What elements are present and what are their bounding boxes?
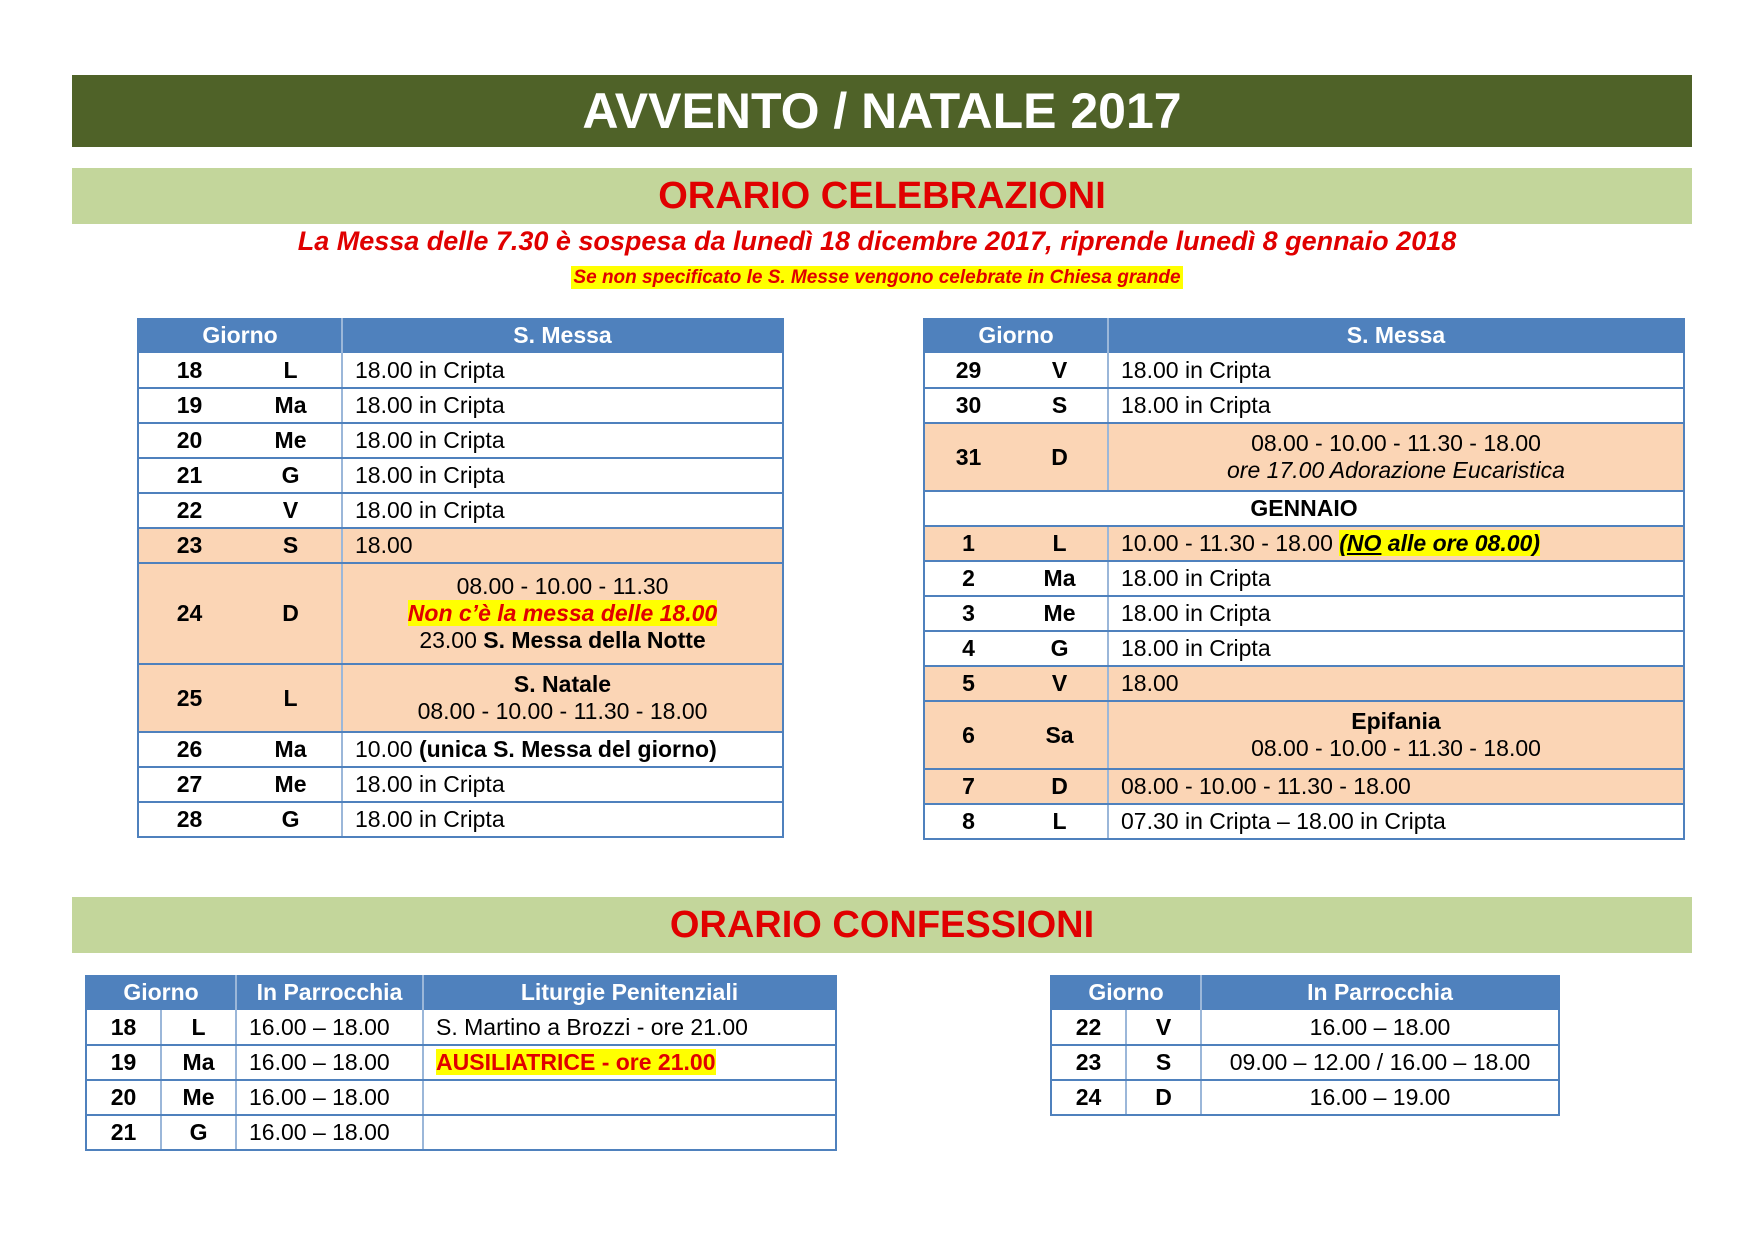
day-number: 21 bbox=[86, 1115, 161, 1150]
day-number: 18 bbox=[86, 1010, 161, 1045]
parrocchia-hours: 16.00 – 18.00 bbox=[1201, 1010, 1559, 1045]
table-row bbox=[1051, 1010, 1559, 1045]
adoration-note: ore 17.00 Adorazione Eucaristica bbox=[1227, 457, 1565, 483]
col-header-giorno: Giorno bbox=[1051, 975, 1201, 1010]
day-letter: Ma bbox=[240, 388, 342, 423]
day-letter: V bbox=[1012, 666, 1108, 701]
mass-name: S. Messa della Notte bbox=[483, 627, 706, 653]
day-letter: V bbox=[1126, 1010, 1201, 1045]
confessioni-table-right bbox=[1050, 975, 1560, 1116]
subnote-wrap bbox=[0, 267, 1754, 289]
day-letter: G bbox=[240, 458, 342, 493]
table-row bbox=[924, 631, 1684, 666]
mass-time: 10.00 bbox=[355, 736, 419, 762]
mass-times: 18.00 in Cripta bbox=[1108, 353, 1684, 388]
day-number: 24 bbox=[1051, 1080, 1126, 1115]
mass-times: 18.00 in Cripta bbox=[342, 493, 783, 528]
day-number: 27 bbox=[138, 767, 240, 802]
col-header-parrocchia: In Parrocchia bbox=[236, 975, 423, 1010]
table-row bbox=[86, 1080, 836, 1115]
day-number: 29 bbox=[924, 353, 1012, 388]
day-number: 22 bbox=[1051, 1010, 1126, 1045]
day-number: 24 bbox=[138, 563, 240, 664]
table-row bbox=[138, 423, 783, 458]
parrocchia-hours: 09.00 – 12.00 / 16.00 – 18.00 bbox=[1201, 1045, 1559, 1080]
table-row bbox=[1051, 1045, 1559, 1080]
table-row bbox=[924, 561, 1684, 596]
liturgia-text bbox=[423, 1080, 836, 1115]
table-row bbox=[924, 526, 1684, 561]
day-letter: Sa bbox=[1012, 701, 1108, 769]
table-row bbox=[924, 423, 1684, 491]
paren-open: ( bbox=[1339, 530, 1347, 556]
parrocchia-hours: 16.00 – 19.00 bbox=[1201, 1080, 1559, 1115]
day-letter: S bbox=[1012, 388, 1108, 423]
parrocchia-hours: 16.00 – 18.00 bbox=[236, 1080, 423, 1115]
page-title: AVVENTO / NATALE 2017 bbox=[72, 75, 1692, 147]
mass-line: 08.00 - 10.00 - 11.30 - 18.00 bbox=[1251, 735, 1541, 761]
day-number: 18 bbox=[138, 353, 240, 388]
celebrazioni-table-right bbox=[923, 318, 1685, 840]
subnote-text: Se non specificato le S. Messe vengono celebrate in Chiesa grande bbox=[573, 267, 1181, 288]
mass-time: 23.00 bbox=[419, 627, 484, 653]
day-number: 31 bbox=[924, 423, 1012, 491]
day-letter: D bbox=[1012, 423, 1108, 491]
mass-times: 18.00 in Cripta bbox=[342, 802, 783, 837]
day-number: 1 bbox=[924, 526, 1012, 561]
day-number: 4 bbox=[924, 631, 1012, 666]
feast-name: Epifania bbox=[1351, 708, 1441, 734]
col-header-giorno: Giorno bbox=[924, 318, 1108, 353]
mass-times: 18.00 in Cripta bbox=[342, 353, 783, 388]
day-number: 8 bbox=[924, 804, 1012, 839]
mass-times: 18.00 in Cripta bbox=[342, 388, 783, 423]
day-letter: V bbox=[1012, 353, 1108, 388]
day-letter: D bbox=[1126, 1080, 1201, 1115]
day-number: 3 bbox=[924, 596, 1012, 631]
col-header-messa: S. Messa bbox=[1108, 318, 1684, 353]
mass-line: 08.00 - 10.00 - 11.30 - 18.00 bbox=[1251, 430, 1541, 456]
mass-times: 07.30 in Cripta – 18.00 in Cripta bbox=[1108, 804, 1684, 839]
table-row bbox=[138, 493, 783, 528]
liturgia-cell bbox=[423, 1045, 836, 1080]
notice-text: La Messa delle 7.30 è sospesa da lunedì 18 dicembre 2017, riprende lunedì 8 gennaio 2018 bbox=[297, 226, 1457, 256]
mass-times: 08.00 - 10.00 - 11.30 - 18.00 bbox=[1108, 769, 1684, 804]
day-letter: Ma bbox=[1012, 561, 1108, 596]
table-row bbox=[924, 666, 1684, 701]
parrocchia-hours: 16.00 – 18.00 bbox=[236, 1045, 423, 1080]
mass-times: 18.00 in Cripta bbox=[1108, 388, 1684, 423]
day-number: 25 bbox=[138, 664, 240, 732]
table-row bbox=[924, 388, 1684, 423]
table-row bbox=[86, 1010, 836, 1045]
mass-times: 18.00 in Cripta bbox=[1108, 561, 1684, 596]
col-header-parrocchia: In Parrocchia bbox=[1201, 975, 1559, 1010]
day-number: 23 bbox=[1051, 1045, 1126, 1080]
mass-times: 18.00 in Cripta bbox=[1108, 631, 1684, 666]
day-letter: D bbox=[240, 563, 342, 664]
day-number: 7 bbox=[924, 769, 1012, 804]
day-letter: D bbox=[1012, 769, 1108, 804]
col-header-messa: S. Messa bbox=[342, 318, 783, 353]
day-letter: Ma bbox=[240, 732, 342, 767]
day-number: 26 bbox=[138, 732, 240, 767]
table-row bbox=[924, 701, 1684, 769]
mass-times: 18.00 in Cripta bbox=[342, 767, 783, 802]
day-letter: L bbox=[240, 664, 342, 732]
day-letter: Me bbox=[161, 1080, 236, 1115]
celebrazioni-heading: ORARIO CELEBRAZIONI bbox=[72, 168, 1692, 224]
table-row bbox=[138, 528, 783, 563]
day-number: 5 bbox=[924, 666, 1012, 701]
table-row bbox=[924, 596, 1684, 631]
day-number: 19 bbox=[86, 1045, 161, 1080]
day-letter: Ma bbox=[161, 1045, 236, 1080]
no-text: NO bbox=[1346, 530, 1382, 556]
day-letter: G bbox=[161, 1115, 236, 1150]
day-number: 20 bbox=[86, 1080, 161, 1115]
month-row bbox=[924, 491, 1684, 526]
table-row bbox=[924, 353, 1684, 388]
day-number: 21 bbox=[138, 458, 240, 493]
table-row bbox=[138, 353, 783, 388]
parrocchia-hours: 16.00 – 18.00 bbox=[236, 1115, 423, 1150]
table-row bbox=[138, 458, 783, 493]
mass-times bbox=[1108, 701, 1684, 769]
table-row bbox=[138, 802, 783, 837]
table-row bbox=[138, 732, 783, 767]
mass-times bbox=[1108, 526, 1684, 561]
day-letter: Me bbox=[240, 767, 342, 802]
day-number: 19 bbox=[138, 388, 240, 423]
liturgia-text bbox=[423, 1115, 836, 1150]
day-number: 22 bbox=[138, 493, 240, 528]
mass-times: 18.00 in Cripta bbox=[342, 458, 783, 493]
day-letter: L bbox=[1012, 526, 1108, 561]
mass-times: 18.00 in Cripta bbox=[1108, 596, 1684, 631]
mass-times: 18.00 bbox=[1108, 666, 1684, 701]
day-letter: S bbox=[240, 528, 342, 563]
day-letter: Me bbox=[240, 423, 342, 458]
table-row bbox=[138, 388, 783, 423]
table-row bbox=[138, 664, 783, 732]
warning-highlight: Non c’è la messa delle 18.00 bbox=[407, 600, 718, 626]
day-letter: L bbox=[1012, 804, 1108, 839]
day-letter: G bbox=[240, 802, 342, 837]
table-row bbox=[86, 1115, 836, 1150]
col-header-liturgie: Liturgie Penitenziali bbox=[423, 975, 836, 1010]
warning-highlight bbox=[1339, 530, 1540, 556]
confessioni-heading: ORARIO CONFESSIONI bbox=[72, 897, 1692, 953]
table-row bbox=[138, 767, 783, 802]
day-number: 20 bbox=[138, 423, 240, 458]
day-letter: L bbox=[240, 353, 342, 388]
liturgia-highlight: AUSILIATRICE - ore 21.00 bbox=[436, 1049, 716, 1075]
mass-times bbox=[342, 732, 783, 767]
table-row bbox=[1051, 1080, 1559, 1115]
warning-rest: alle ore 08.00) bbox=[1381, 530, 1540, 556]
col-header-giorno: Giorno bbox=[138, 318, 342, 353]
mass-line: 08.00 - 10.00 - 11.30 - 18.00 bbox=[417, 698, 708, 724]
mass-times bbox=[342, 664, 783, 732]
mass-times: 18.00 bbox=[342, 528, 783, 563]
day-number: 2 bbox=[924, 561, 1012, 596]
mass-time: 10.00 - 11.30 - 18.00 bbox=[1121, 530, 1340, 556]
day-letter: G bbox=[1012, 631, 1108, 666]
day-number: 6 bbox=[924, 701, 1012, 769]
mass-line: 08.00 - 10.00 - 11.30 bbox=[456, 573, 669, 599]
parrocchia-hours: 16.00 – 18.00 bbox=[236, 1010, 423, 1045]
mass-times bbox=[342, 563, 783, 664]
table-row bbox=[86, 1045, 836, 1080]
month-label: GENNAIO bbox=[924, 491, 1684, 526]
feast-name: S. Natale bbox=[513, 671, 612, 697]
day-number: 30 bbox=[924, 388, 1012, 423]
mass-times: 18.00 in Cripta bbox=[342, 423, 783, 458]
liturgia-text: S. Martino a Brozzi - ore 21.00 bbox=[423, 1010, 836, 1045]
mass-note: (unica S. Messa del giorno) bbox=[418, 736, 717, 762]
mass-times bbox=[1108, 423, 1684, 491]
table-row bbox=[924, 769, 1684, 804]
table-row bbox=[138, 563, 783, 664]
table-row bbox=[924, 804, 1684, 839]
celebrazioni-table-left bbox=[137, 318, 784, 838]
day-number: 23 bbox=[138, 528, 240, 563]
confessioni-table-left bbox=[85, 975, 837, 1151]
day-letter: L bbox=[161, 1010, 236, 1045]
day-letter: Me bbox=[1012, 596, 1108, 631]
day-letter: S bbox=[1126, 1045, 1201, 1080]
day-number: 28 bbox=[138, 802, 240, 837]
day-letter: V bbox=[240, 493, 342, 528]
col-header-giorno: Giorno bbox=[86, 975, 236, 1010]
